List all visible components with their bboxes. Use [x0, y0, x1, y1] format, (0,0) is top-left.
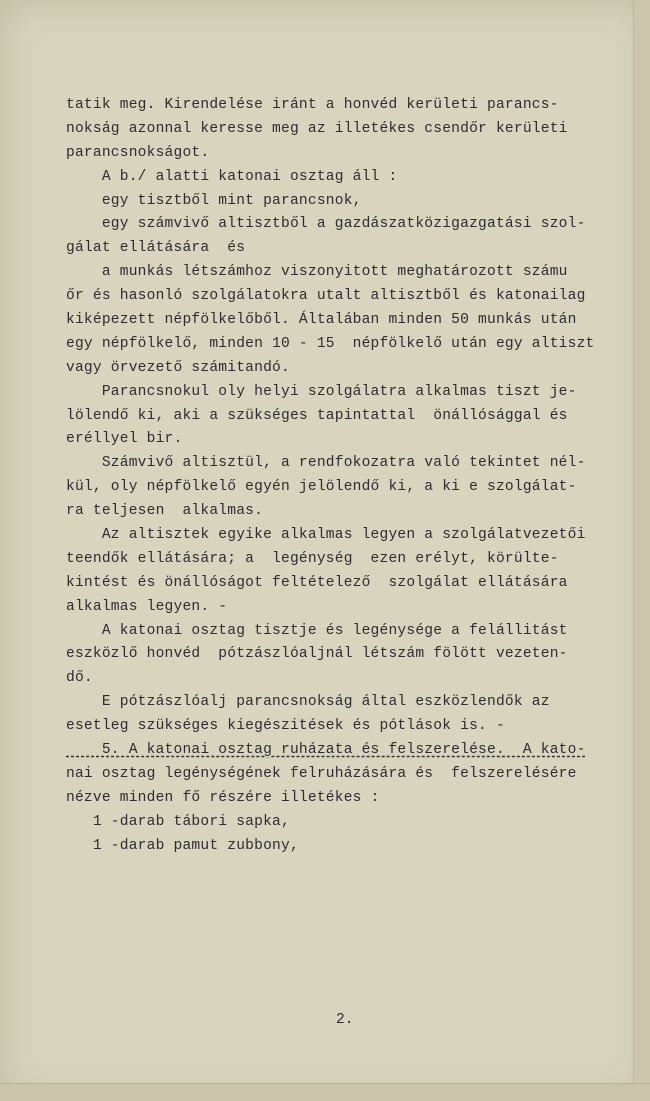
text-line: tatik meg. Kirendelése iránt a honvéd kerületi parancs- [66, 97, 559, 113]
text-line: nai osztag legénységének felruházására és felszerelésére [66, 765, 577, 782]
list-item: 1 -darab tábori sapka, [66, 813, 290, 830]
text-line: parancsnokságot. [66, 144, 210, 161]
list-item: 1 -darab pamut zubbony, [66, 837, 299, 854]
text-line: nézve minden fő részére illetékes : [66, 789, 380, 806]
text-line: esetleg szükséges kiegészitések és pótlások is. - [66, 718, 505, 735]
page-edge-bottom [0, 1083, 650, 1101]
section-heading-line: 5. A katonai osztag ruházata és felszerelése. A kato- [66, 742, 586, 759]
text-line: kintést és önállóságot feltételező szolgálat ellátására [66, 574, 568, 591]
text-line: A b./ alatti katonai osztag áll : [66, 168, 398, 185]
text-line: a munkás létszámhoz viszonyitott meghatározott számu [66, 264, 568, 281]
document-body [66, 94, 636, 859]
text-line: alkalmas legyen. - [66, 598, 228, 615]
text-line: dő. [66, 670, 93, 687]
text-line: egy népfölkelő, minden 10 - 15 népfölkelő után egy altiszt [66, 335, 595, 352]
text-line: Az altisztek egyike alkalmas legyen a szolgálatvezetői [66, 527, 586, 544]
text-line: gálat ellátására és [66, 240, 246, 257]
text-line: egy tisztből mint parancsnok, [66, 192, 362, 209]
page-number: 2. [336, 1012, 354, 1028]
text-line: ra teljesen alkalmas. [66, 503, 264, 520]
text-line: eréllyel bir. [66, 431, 183, 448]
text-line: lölendő ki, aki a szükséges tapintattal önállósággal és [66, 407, 568, 424]
text-line: Parancsnokul oly helyi szolgálatra alkalmas tiszt je- [66, 383, 577, 400]
text-line: őr és hasonló szolgálatokra utalt altisztből és katonailag [66, 288, 586, 305]
text-line: eszközlő honvéd pótzászlóaljnál létszám fölött vezeten- [66, 646, 568, 663]
text-line: E pótzászlóalj parancsnokság által eszközlendők az [66, 694, 550, 711]
text-line: nokság azonnal keresse meg az illetékes csendőr kerületi [66, 120, 568, 137]
text-line: Számvivő altisztül, a rendfokozatra való tekintet nél- [66, 455, 586, 472]
text-line: vagy örvezető számitandó. [66, 359, 290, 376]
text-line: A katonai osztag tisztje és legénysége a felállitást [66, 622, 568, 639]
text-line: teendők ellátására; a legénység ezen erélyt, körülte- [66, 550, 559, 567]
text-line: egy számvivő altisztből a gazdászatközigazgatási szol- [66, 216, 586, 233]
text-line: kül, oly népfölkelő egyén jelölendő ki, a ki e szolgálat- [66, 479, 577, 496]
text-line: kiképezett népfölkelőből. Általában minden 50 munkás után [66, 312, 577, 329]
